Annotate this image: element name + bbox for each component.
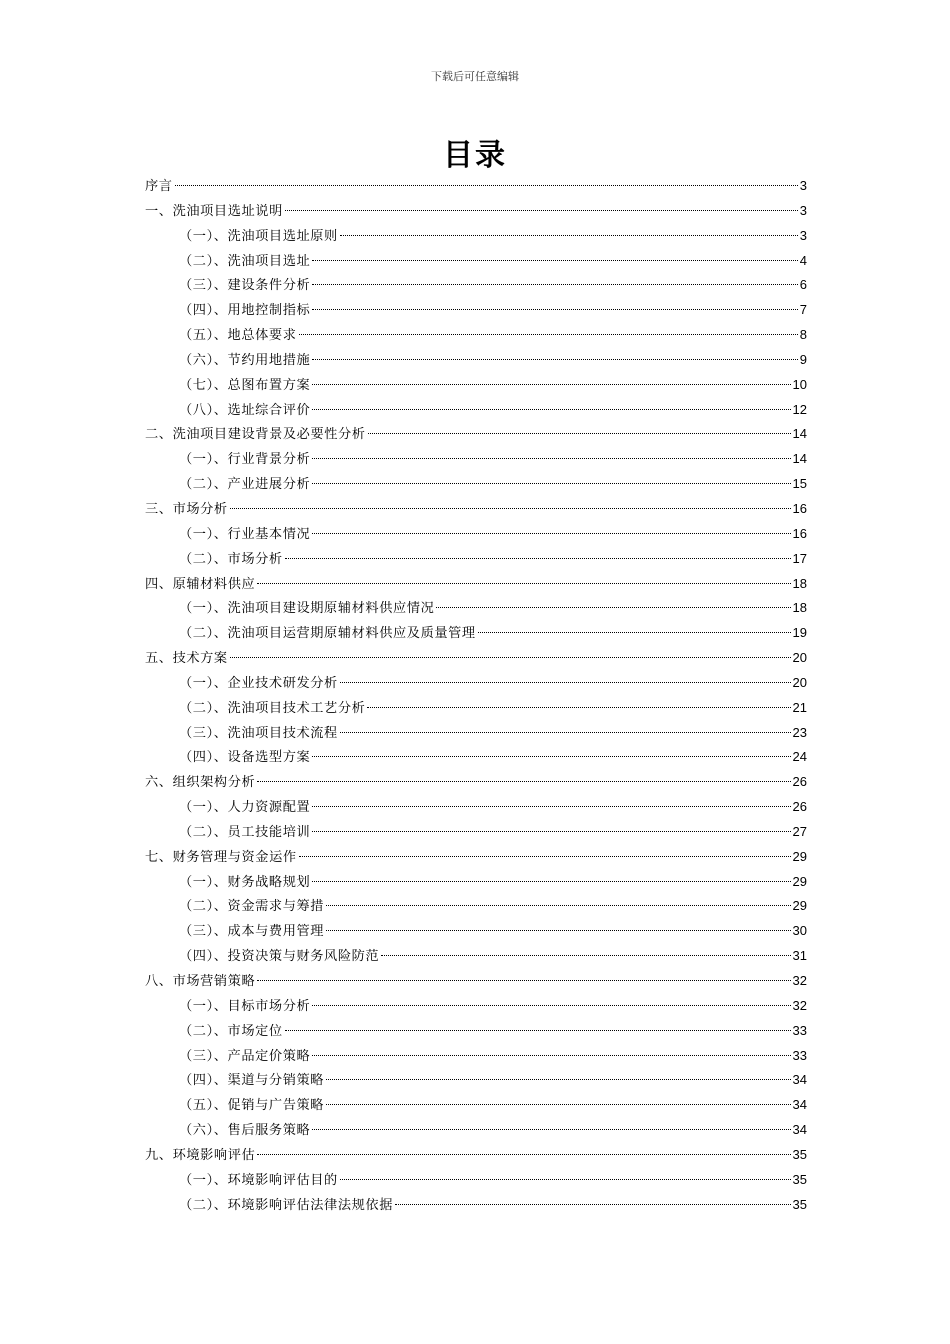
toc-entry[interactable] <box>145 971 807 996</box>
toc-dot-leader <box>175 185 798 186</box>
toc-page-number: 35 <box>792 1146 807 1162</box>
toc-entry-label: （二）、员工技能培训 <box>179 824 311 840</box>
toc-page-number: 6 <box>799 277 807 293</box>
toc-dot-leader <box>312 806 790 807</box>
toc-entry[interactable] <box>145 574 807 599</box>
table-of-contents <box>145 176 807 1219</box>
toc-subentry[interactable] <box>145 524 807 549</box>
toc-entry[interactable] <box>145 847 807 872</box>
toc-entry-label: 四、原辅材料供应 <box>145 576 256 592</box>
toc-subentry[interactable] <box>145 300 807 325</box>
toc-subentry[interactable] <box>145 400 807 425</box>
toc-entry[interactable] <box>145 499 807 524</box>
toc-dot-leader <box>312 881 790 882</box>
toc-subentry[interactable] <box>145 1120 807 1145</box>
toc-page-number: 16 <box>792 500 807 516</box>
toc-subentry[interactable] <box>145 1195 807 1220</box>
toc-page-number: 8 <box>799 327 807 343</box>
toc-page-number: 3 <box>799 178 807 193</box>
toc-entry-label: （四）、设备选型方案 <box>179 750 311 766</box>
toc-dot-leader <box>381 955 790 956</box>
toc-page-number: 18 <box>792 600 807 616</box>
toc-dot-leader <box>312 756 790 757</box>
toc-dot-leader <box>436 607 790 608</box>
toc-entry-label: （五）、地总体要求 <box>179 328 297 344</box>
toc-page-number: 18 <box>792 575 807 591</box>
toc-subentry[interactable] <box>145 598 807 623</box>
toc-entry[interactable] <box>145 424 807 449</box>
toc-dot-leader <box>326 1104 790 1105</box>
toc-dot-leader <box>340 682 791 683</box>
toc-entry[interactable] <box>145 1145 807 1170</box>
toc-dot-leader <box>257 1154 790 1155</box>
toc-page-number: 3 <box>799 227 807 243</box>
toc-dot-leader <box>285 1030 791 1031</box>
toc-dot-leader <box>285 210 798 211</box>
toc-entry-label: （一）、人力资源配置 <box>179 800 311 816</box>
toc-entry-label: （七）、总图布置方案 <box>179 377 311 393</box>
toc-subentry[interactable] <box>145 251 807 276</box>
toc-entry-label: 序言 <box>145 179 173 194</box>
toc-entry-label: （二）、环境影响评估法律法规依据 <box>179 1197 393 1213</box>
toc-page-number: 34 <box>792 1072 807 1088</box>
toc-dot-leader <box>368 433 791 434</box>
toc-entry-label: （四）、用地控制指标 <box>179 303 311 319</box>
toc-entry-label: 二、洗油项目建设背景及必要性分析 <box>145 427 366 443</box>
toc-entry-label: （五）、促销与广告策略 <box>179 1098 325 1114</box>
toc-dot-leader <box>299 856 791 857</box>
toc-entry[interactable] <box>145 201 807 226</box>
toc-page-number: 30 <box>792 923 807 939</box>
toc-page-number: 10 <box>792 376 807 392</box>
toc-page-number: 16 <box>792 525 807 541</box>
toc-page-number: 3 <box>799 202 807 218</box>
toc-subentry[interactable] <box>145 896 807 921</box>
toc-page-number: 14 <box>792 426 807 442</box>
toc-subentry[interactable] <box>145 996 807 1021</box>
toc-page-number: 12 <box>792 401 807 417</box>
toc-dot-leader <box>367 707 790 708</box>
toc-page-number: 34 <box>792 1097 807 1113</box>
toc-subentry[interactable] <box>145 797 807 822</box>
toc-entry-label: 五、技术方案 <box>145 651 228 667</box>
toc-page-number: 21 <box>792 699 807 715</box>
toc-dot-leader <box>312 260 797 261</box>
toc-entry-label: （三）、洗油项目技术流程 <box>179 725 338 741</box>
toc-entry-label: （二）、洗油项目技术工艺分析 <box>179 700 366 716</box>
toc-dot-leader <box>312 458 790 459</box>
toc-subentry[interactable] <box>145 1021 807 1046</box>
toc-subentry[interactable] <box>145 946 807 971</box>
toc-page-number: 29 <box>792 898 807 914</box>
toc-page-number: 17 <box>792 550 807 566</box>
toc-entry-label: 六、组织架构分析 <box>145 775 256 791</box>
toc-page-number: 33 <box>792 1022 807 1038</box>
toc-dot-leader <box>312 1129 790 1130</box>
toc-dot-leader <box>312 284 797 285</box>
toc-entry-label: （一）、环境影响评估目的 <box>179 1172 338 1188</box>
toc-entry-label: （二）、市场定位 <box>179 1023 283 1039</box>
toc-dot-leader <box>326 905 790 906</box>
toc-entry-label: （二）、产业进展分析 <box>179 477 311 493</box>
toc-page-number: 35 <box>792 1171 807 1187</box>
toc-dot-leader <box>230 508 791 509</box>
toc-subentry[interactable] <box>145 375 807 400</box>
toc-dot-leader <box>312 1005 790 1006</box>
toc-subentry[interactable] <box>145 1170 807 1195</box>
toc-dot-leader <box>312 831 790 832</box>
toc-dot-leader <box>340 732 791 733</box>
toc-subentry[interactable] <box>145 474 807 499</box>
header-note: 下载后可任意编辑 <box>431 70 519 83</box>
toc-dot-leader <box>230 657 791 658</box>
toc-entry-label: （二）、市场分析 <box>179 551 283 567</box>
toc-page-number: 26 <box>792 774 807 790</box>
toc-dot-leader <box>285 558 791 559</box>
toc-subentry[interactable] <box>145 275 807 300</box>
toc-page-number: 20 <box>792 650 807 666</box>
toc-entry-label: （二）、资金需求与筹措 <box>179 899 325 915</box>
toc-dot-leader <box>326 1079 790 1080</box>
toc-page-number: 14 <box>792 451 807 467</box>
toc-dot-leader <box>312 384 790 385</box>
toc-entry-label: （三）、建设条件分析 <box>179 278 311 294</box>
toc-dot-leader <box>395 1204 791 1205</box>
toc-dot-leader <box>312 309 797 310</box>
toc-entry-label: （一）、洗油项目选址原则 <box>179 228 338 244</box>
toc-entry-label: （一）、目标市场分析 <box>179 998 311 1014</box>
toc-entry-label: （三）、成本与费用管理 <box>179 924 325 940</box>
toc-page-number: 4 <box>799 252 807 268</box>
toc-dot-leader <box>326 930 790 931</box>
toc-entry-label: （六）、节约用地措施 <box>179 352 311 368</box>
toc-entry-label: （四）、投资决策与财务风险防范 <box>179 949 380 965</box>
toc-page-number: 19 <box>792 625 807 641</box>
toc-entry-label: （二）、洗油项目选址 <box>179 253 311 269</box>
toc-dot-leader <box>257 583 790 584</box>
toc-dot-leader <box>312 1055 790 1056</box>
toc-subentry[interactable] <box>145 872 807 897</box>
toc-page-number: 31 <box>792 948 807 964</box>
toc-dot-leader <box>312 533 790 534</box>
toc-subentry[interactable] <box>145 1095 807 1120</box>
toc-entry-label: 七、财务管理与资金运作 <box>145 849 297 865</box>
toc-subentry[interactable] <box>145 673 807 698</box>
toc-dot-leader <box>312 359 797 360</box>
toc-page-number: 7 <box>799 302 807 318</box>
toc-page-number: 35 <box>792 1196 807 1212</box>
toc-page-number: 29 <box>792 873 807 889</box>
page-title: 目录 <box>443 138 507 173</box>
toc-page-number: 32 <box>792 997 807 1013</box>
toc-entry-label: 九、环境影响评估 <box>145 1147 256 1163</box>
toc-entry-label: （六）、售后服务策略 <box>179 1123 311 1139</box>
toc-page-number: 27 <box>792 823 807 839</box>
toc-entry[interactable] <box>145 648 807 673</box>
toc-subentry[interactable] <box>145 698 807 723</box>
toc-dot-leader <box>340 1179 791 1180</box>
toc-entry-label: （四）、渠道与分销策略 <box>179 1073 325 1089</box>
toc-entry-label: 八、市场营销策略 <box>145 974 256 989</box>
toc-subentry[interactable] <box>145 226 807 251</box>
toc-subentry[interactable] <box>145 822 807 847</box>
toc-page-number: 32 <box>792 973 807 988</box>
toc-subentry[interactable] <box>145 549 807 574</box>
toc-subentry[interactable] <box>145 1070 807 1095</box>
toc-page-number: 24 <box>792 749 807 765</box>
toc-page-number: 20 <box>792 674 807 690</box>
toc-subentry[interactable] <box>145 747 807 772</box>
toc-entry-label: （一）、行业背景分析 <box>179 452 311 468</box>
toc-page-number: 29 <box>792 848 807 864</box>
toc-dot-leader <box>299 334 798 335</box>
toc-subentry[interactable] <box>145 921 807 946</box>
toc-page-number: 15 <box>792 476 807 492</box>
toc-page-number: 9 <box>799 351 807 367</box>
toc-dot-leader <box>340 235 798 236</box>
toc-page-number: 34 <box>792 1122 807 1138</box>
toc-entry-label: （一）、行业基本情况 <box>179 526 311 542</box>
toc-subentry[interactable] <box>145 325 807 350</box>
toc-subentry[interactable] <box>145 723 807 748</box>
toc-entry[interactable] <box>145 772 807 797</box>
toc-subentry[interactable] <box>145 623 807 648</box>
toc-entry-label: （二）、洗油项目运营期原辅材料供应及质量管理 <box>179 626 476 642</box>
toc-entry-label: （一）、财务战略规划 <box>179 874 311 890</box>
toc-entry-label: 一、洗油项目选址说明 <box>145 203 283 219</box>
toc-page-number: 33 <box>792 1047 807 1063</box>
toc-dot-leader <box>257 781 790 782</box>
toc-entry[interactable] <box>145 176 807 201</box>
toc-entry-label: （三）、产品定价策略 <box>179 1048 311 1064</box>
toc-dot-leader <box>312 409 790 410</box>
toc-dot-leader <box>478 632 791 633</box>
toc-entry-label: 三、市场分析 <box>145 501 228 517</box>
toc-subentry[interactable] <box>145 1046 807 1071</box>
toc-subentry[interactable] <box>145 449 807 474</box>
toc-page-number: 26 <box>792 799 807 815</box>
toc-subentry[interactable] <box>145 350 807 375</box>
toc-page-number: 23 <box>792 724 807 740</box>
toc-dot-leader <box>257 980 790 981</box>
toc-entry-label: （一）、企业技术研发分析 <box>179 675 338 691</box>
toc-entry-label: （一）、洗油项目建设期原辅材料供应情况 <box>179 601 435 617</box>
toc-entry-label: （八）、选址综合评价 <box>179 402 311 418</box>
toc-dot-leader <box>312 483 790 484</box>
